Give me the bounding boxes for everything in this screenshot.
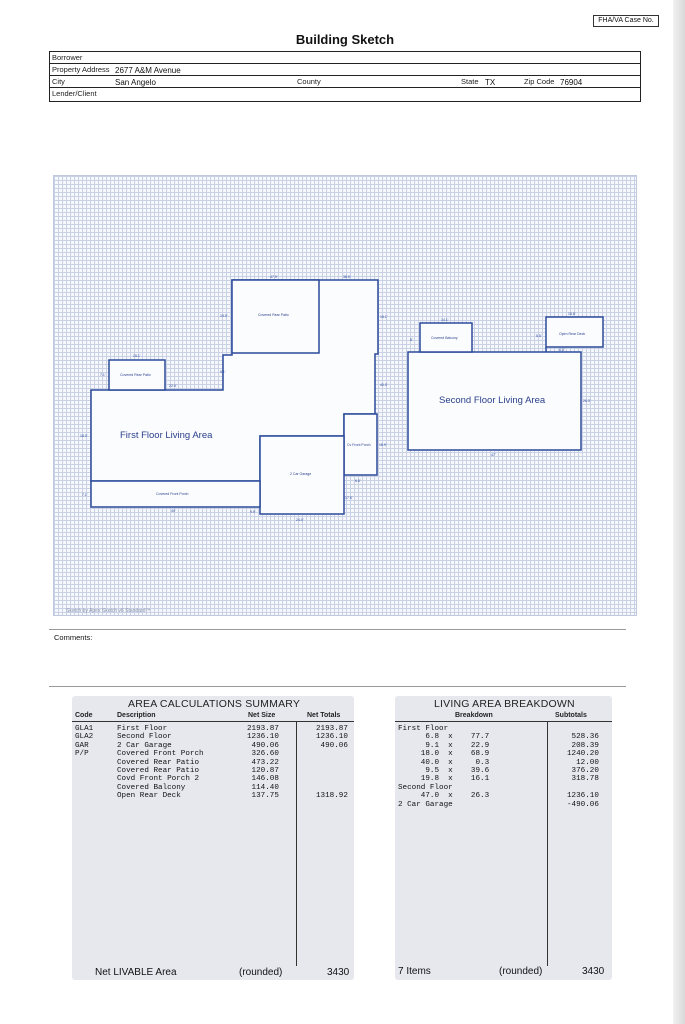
address-label: Property Address xyxy=(52,65,110,74)
section-divider xyxy=(49,686,626,687)
first-floor-label: First Floor Living Area xyxy=(120,430,213,441)
dim-label: 8' xyxy=(410,338,413,342)
fha-va-case-box: FHA/VA Case No. xyxy=(593,15,659,27)
dim-label: 22.9' xyxy=(169,384,177,388)
area-summary-panel xyxy=(72,696,354,980)
dim-label: 47' xyxy=(491,453,496,457)
area-summary-title: AREA CALCULATIONS SUMMARY xyxy=(128,698,301,710)
page-title: Building Sketch xyxy=(295,32,395,47)
covered-front-porch-label: Covered Front Porch xyxy=(156,492,189,496)
dim-label: 15.8' xyxy=(568,312,576,316)
property-info-table xyxy=(49,51,641,102)
subtotals-column-header: Subtotals xyxy=(555,712,587,719)
breakdown-total-value: 3430 xyxy=(582,966,605,977)
rounded-label: (rounded) xyxy=(239,967,283,978)
net-size-column-header: Net Size xyxy=(248,712,276,719)
borrower-row xyxy=(50,52,640,64)
dim-label: 6.8' xyxy=(355,479,361,483)
dim-label: 7.1' xyxy=(82,493,88,497)
dim-label: 19.9' xyxy=(220,314,228,318)
floor-plan-drawing xyxy=(54,176,638,617)
dim-label: 17.5' xyxy=(345,496,353,500)
area-net-totals: 2193.87 1236.10 490.06 1318.92 xyxy=(316,725,348,801)
county-label: County xyxy=(297,77,321,86)
code-column-header: Code xyxy=(75,712,93,719)
covered-rear-patio-top-label: Covered Rear Patio xyxy=(258,313,289,317)
dim-label: 38.5' xyxy=(343,275,351,279)
comments-label: Comments: xyxy=(54,633,93,642)
dim-label: 26.3' xyxy=(583,399,591,403)
breakdown-subtotals: 528.36 208.39 1240.20 12.00 376.20 318.78 1236.10 -490.06 xyxy=(567,733,599,809)
dim-label: 40.0' xyxy=(380,383,388,387)
state-label: State xyxy=(461,77,479,86)
dim-label: 15.1' xyxy=(133,354,141,358)
breakdown-column-header: Breakdown xyxy=(455,712,493,719)
net-livable-area-label: Net LIVABLE Area xyxy=(95,967,177,978)
breakdown-header-rule xyxy=(395,721,612,722)
second-floor-label: Second Floor Living Area xyxy=(439,395,546,406)
address-row xyxy=(50,64,640,76)
dim-label: 40' xyxy=(171,509,176,513)
sketch-watermark: Sketch by Apex Sketch v6 Standard™ xyxy=(66,608,151,614)
city-row xyxy=(50,76,640,88)
net-livable-area-value: 3430 xyxy=(327,967,350,978)
description-column-header: Description xyxy=(117,712,156,719)
dim-label: 47.9' xyxy=(270,275,278,279)
lender-row xyxy=(50,88,640,100)
area-codes: GLA1 GLA2 GAR P/P xyxy=(75,725,94,759)
building-sketch-area xyxy=(53,175,637,616)
address-value: 2677 A&M Avenue xyxy=(115,66,181,75)
lender-label: Lender/Client xyxy=(52,89,97,98)
dim-label: 18.9' xyxy=(379,443,387,447)
zip-value: 76904 xyxy=(560,78,583,87)
page-edge xyxy=(673,0,685,1024)
zip-label: Zip Code xyxy=(524,77,555,86)
garage-label: 2 Car Garage xyxy=(290,472,312,476)
cv-front-porch-label: Cv Front Porch xyxy=(347,443,371,447)
dim-label: 7.1' xyxy=(100,373,106,377)
open-rear-deck-label: Open Rear Deck xyxy=(559,332,586,336)
city-value: San Angelo xyxy=(115,78,156,87)
borrower-label: Borrower xyxy=(52,53,83,62)
breakdown-column-rule xyxy=(547,721,548,966)
dim-label: 9.1' xyxy=(220,370,226,374)
breakdown-lines: First Floor 6.8 x 77.7 9.1 x 22.9 18.0 x 68.9 40.0 x 0.3 9.5 x 39.6 19.8 x 16.1 Second Floor 47.0 x 26.3 2 Car Garage xyxy=(398,725,490,809)
state-value: TX xyxy=(485,78,496,87)
breakdown-rounded-label: (rounded) xyxy=(499,966,543,977)
dim-label: 24.0' xyxy=(296,518,304,522)
area-net-sizes: 2193.87 1236.10 490.06 326.60 473.22 120.87 146.08 114.40 137.75 xyxy=(247,725,279,801)
dim-label: 18.0' xyxy=(80,434,88,438)
net-totals-column-header: Net Totals xyxy=(307,712,341,719)
living-breakdown-title: LIVING AREA BREAKDOWN xyxy=(434,698,575,710)
city-label: City xyxy=(52,77,65,86)
area-descriptions: First Floor Second Floor 2 Car Garage Covered Front Porch Covered Rear Patio Covered Rear Patio Covd Front Porch 2 Covered Balcony Open Rear Deck xyxy=(117,725,204,801)
comments-divider xyxy=(49,629,626,630)
covered-rear-patio-left-label: Covered Rear Patio xyxy=(120,373,151,377)
area-summary-column-rule xyxy=(296,721,297,966)
dim-label: 14.1' xyxy=(441,318,449,322)
dim-label: 5.5' xyxy=(536,334,542,338)
dim-label: 6.3' xyxy=(559,348,565,352)
dim-label: 9.9' xyxy=(250,510,256,514)
dim-label: 16.1' xyxy=(380,315,388,319)
area-summary-header-rule xyxy=(72,721,354,722)
items-count: 7 Items xyxy=(398,966,431,977)
covered-balcony-label: Covered Balcony xyxy=(431,336,458,340)
